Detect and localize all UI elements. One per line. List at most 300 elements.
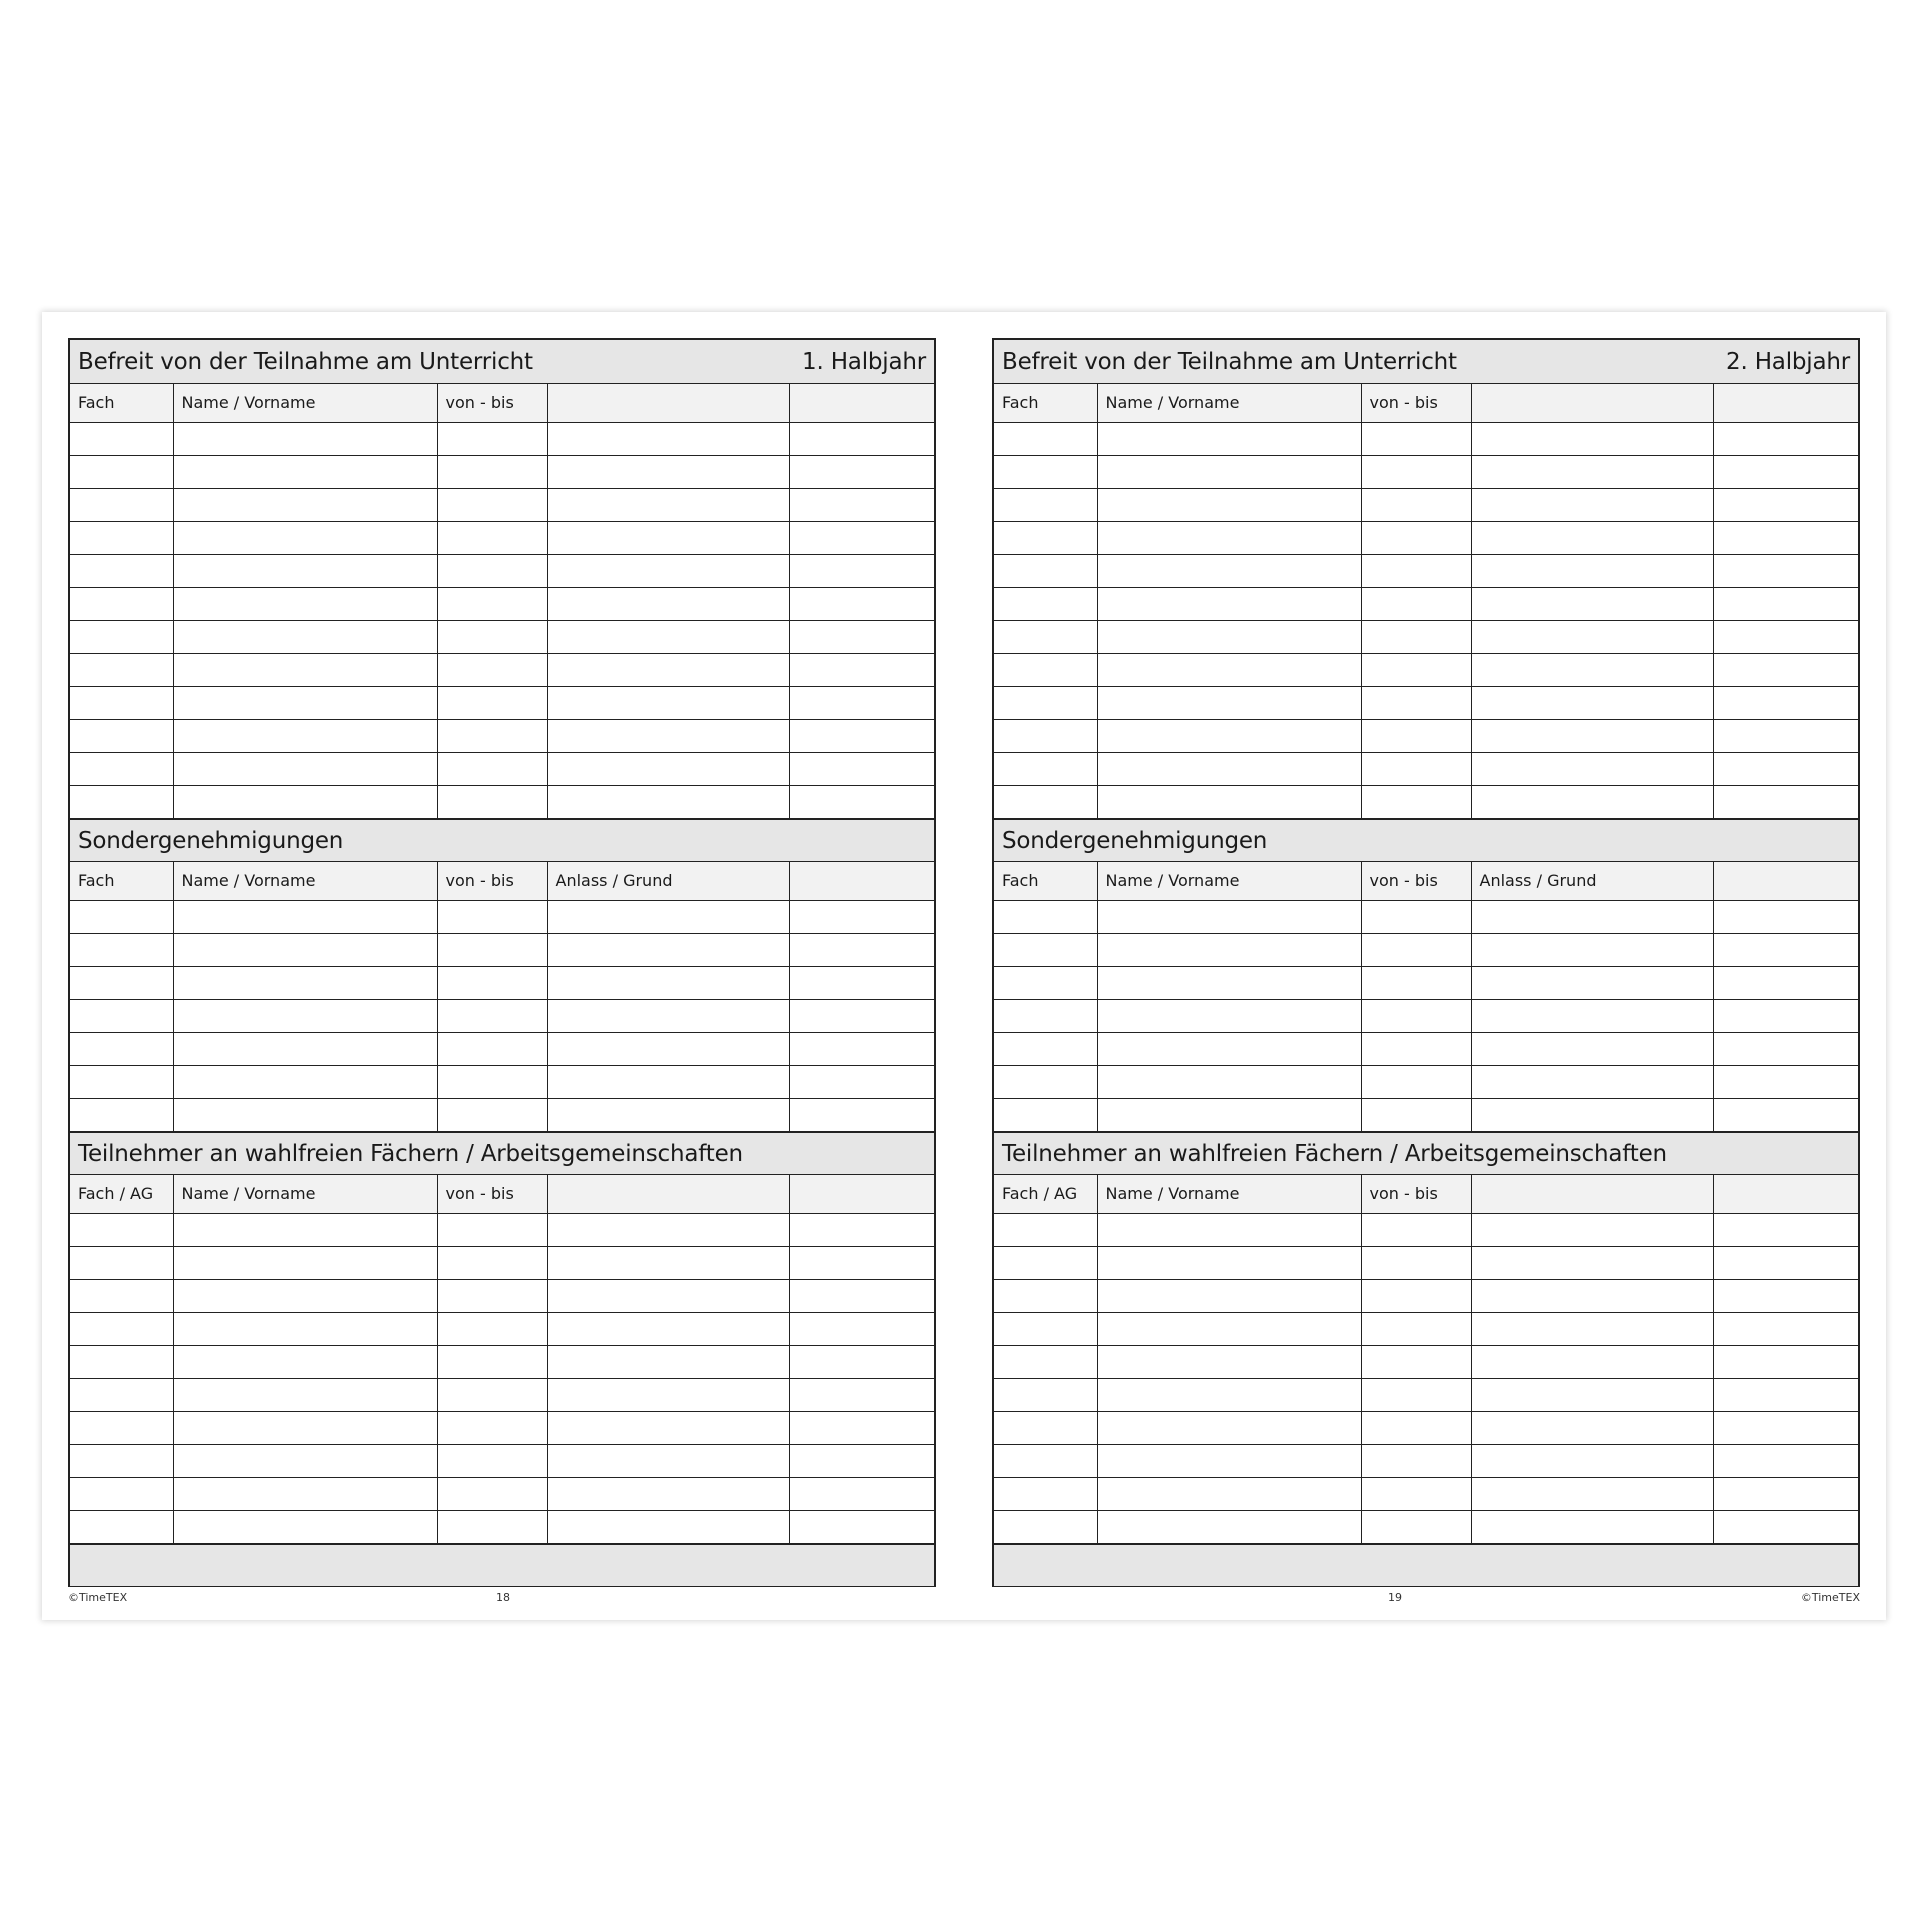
entry-cell[interactable] — [70, 933, 173, 966]
entry-cell[interactable] — [789, 1098, 934, 1131]
entry-cell[interactable] — [1097, 455, 1361, 488]
entry-cell[interactable] — [70, 1279, 173, 1312]
entry-cell[interactable] — [789, 966, 934, 999]
entry-cell[interactable] — [1097, 686, 1361, 719]
entry-cell[interactable] — [173, 1213, 437, 1246]
entry-cell[interactable] — [547, 933, 789, 966]
entry-cell[interactable] — [994, 422, 1097, 455]
entry-cell[interactable] — [437, 1444, 547, 1477]
entry-cell[interactable] — [1361, 488, 1471, 521]
entry-cell[interactable] — [547, 1444, 789, 1477]
entry-cell[interactable] — [1097, 554, 1361, 587]
entry-cell[interactable] — [1471, 422, 1713, 455]
entry-cell[interactable] — [173, 488, 437, 521]
entry-cell[interactable] — [70, 1098, 173, 1131]
entry-cell[interactable] — [70, 752, 173, 785]
entry-cell[interactable] — [1361, 554, 1471, 587]
entry-cell[interactable] — [1097, 521, 1361, 554]
entry-cell[interactable] — [1713, 521, 1858, 554]
entry-cell[interactable] — [1097, 1477, 1361, 1510]
entry-cell[interactable] — [547, 999, 789, 1032]
entry-cell[interactable] — [70, 785, 173, 818]
entry-cell[interactable] — [789, 1345, 934, 1378]
entry-cell[interactable] — [547, 1378, 789, 1411]
entry-cell[interactable] — [173, 587, 437, 620]
entry-cell[interactable] — [173, 1477, 437, 1510]
entry-cell[interactable] — [547, 1411, 789, 1444]
entry-cell[interactable] — [173, 1312, 437, 1345]
entry-cell[interactable] — [1713, 966, 1858, 999]
entry-cell[interactable] — [437, 1378, 547, 1411]
entry-cell[interactable] — [173, 719, 437, 752]
entry-cell[interactable] — [547, 554, 789, 587]
entry-cell[interactable] — [1471, 933, 1713, 966]
entry-cell[interactable] — [547, 1477, 789, 1510]
entry-cell[interactable] — [994, 933, 1097, 966]
entry-cell[interactable] — [173, 1032, 437, 1065]
entry-cell[interactable] — [1097, 488, 1361, 521]
entry-cell[interactable] — [1097, 752, 1361, 785]
entry-cell[interactable] — [437, 1477, 547, 1510]
entry-cell[interactable] — [1361, 1065, 1471, 1098]
entry-cell[interactable] — [1471, 1477, 1713, 1510]
entry-cell[interactable] — [789, 933, 934, 966]
entry-cell[interactable] — [70, 966, 173, 999]
entry-cell[interactable] — [1713, 933, 1858, 966]
entry-cell[interactable] — [173, 999, 437, 1032]
entry-cell[interactable] — [173, 1378, 437, 1411]
entry-cell[interactable] — [547, 1098, 789, 1131]
entry-cell[interactable] — [437, 455, 547, 488]
entry-cell[interactable] — [789, 1444, 934, 1477]
entry-cell[interactable] — [994, 1279, 1097, 1312]
entry-cell[interactable] — [994, 1345, 1097, 1378]
entry-cell[interactable] — [437, 900, 547, 933]
entry-cell[interactable] — [994, 966, 1097, 999]
entry-cell[interactable] — [437, 1032, 547, 1065]
entry-cell[interactable] — [1097, 1246, 1361, 1279]
entry-cell[interactable] — [547, 587, 789, 620]
entry-cell[interactable] — [437, 1213, 547, 1246]
entry-cell[interactable] — [1361, 1477, 1471, 1510]
entry-cell[interactable] — [70, 554, 173, 587]
entry-cell[interactable] — [1361, 1444, 1471, 1477]
entry-cell[interactable] — [1097, 719, 1361, 752]
entry-cell[interactable] — [1471, 620, 1713, 653]
entry-cell[interactable] — [994, 620, 1097, 653]
entry-cell[interactable] — [437, 521, 547, 554]
entry-cell[interactable] — [994, 1065, 1097, 1098]
entry-cell[interactable] — [70, 1345, 173, 1378]
entry-cell[interactable] — [70, 999, 173, 1032]
entry-cell[interactable] — [1713, 1345, 1858, 1378]
entry-cell[interactable] — [1713, 1378, 1858, 1411]
entry-cell[interactable] — [1361, 521, 1471, 554]
entry-cell[interactable] — [70, 1510, 173, 1543]
entry-cell[interactable] — [994, 554, 1097, 587]
entry-cell[interactable] — [547, 785, 789, 818]
entry-cell[interactable] — [547, 1312, 789, 1345]
entry-cell[interactable] — [1471, 488, 1713, 521]
entry-cell[interactable] — [1471, 785, 1713, 818]
entry-cell[interactable] — [789, 653, 934, 686]
entry-cell[interactable] — [70, 1032, 173, 1065]
entry-cell[interactable] — [994, 1378, 1097, 1411]
entry-cell[interactable] — [1361, 1312, 1471, 1345]
entry-cell[interactable] — [1471, 752, 1713, 785]
section-title-text: Sondergenehmigungen — [78, 827, 344, 854]
entry-cell[interactable] — [173, 521, 437, 554]
entry-cell[interactable] — [1471, 900, 1713, 933]
entry-cell[interactable] — [1713, 900, 1858, 933]
entry-cell[interactable] — [789, 1032, 934, 1065]
entry-cell[interactable] — [547, 422, 789, 455]
entry-cell[interactable] — [547, 686, 789, 719]
entry-cell[interactable] — [994, 488, 1097, 521]
entry-cell[interactable] — [1471, 1065, 1713, 1098]
entry-cell[interactable] — [994, 455, 1097, 488]
entry-cell[interactable] — [437, 1411, 547, 1444]
entry-cell[interactable] — [1713, 999, 1858, 1032]
entry-cell[interactable] — [437, 785, 547, 818]
entry-cell[interactable] — [173, 1279, 437, 1312]
entry-cell[interactable] — [1361, 1246, 1471, 1279]
entry-cell[interactable] — [789, 1477, 934, 1510]
entry-cell[interactable] — [1713, 1510, 1858, 1543]
entry-cell[interactable] — [994, 1246, 1097, 1279]
entry-cell[interactable] — [1361, 653, 1471, 686]
entry-cell[interactable] — [1361, 1279, 1471, 1312]
table-row — [70, 785, 934, 818]
entry-cell[interactable] — [1361, 1345, 1471, 1378]
entry-cell[interactable] — [547, 1213, 789, 1246]
entry-cell[interactable] — [1097, 422, 1361, 455]
entry-cell[interactable] — [70, 1378, 173, 1411]
term-label: 1. Halbjahr — [802, 348, 926, 375]
column-header: Name / Vorname — [173, 862, 437, 900]
entry-cell[interactable] — [1471, 1444, 1713, 1477]
entry-cell[interactable] — [994, 1098, 1097, 1131]
entry-cell[interactable] — [547, 1246, 789, 1279]
entry-cell[interactable] — [1471, 999, 1713, 1032]
entry-cell[interactable] — [437, 422, 547, 455]
entry-cell[interactable] — [437, 620, 547, 653]
entry-cell[interactable] — [1361, 999, 1471, 1032]
entry-cell[interactable] — [789, 587, 934, 620]
entry-cell[interactable] — [70, 455, 173, 488]
entry-cell[interactable] — [437, 554, 547, 587]
entry-cell[interactable] — [1471, 1312, 1713, 1345]
entry-cell[interactable] — [70, 719, 173, 752]
entry-cell[interactable] — [437, 966, 547, 999]
entry-cell[interactable] — [547, 488, 789, 521]
entry-cell[interactable] — [173, 1411, 437, 1444]
entry-cell[interactable] — [70, 686, 173, 719]
entry-cell[interactable] — [789, 1065, 934, 1098]
entry-cell[interactable] — [1713, 719, 1858, 752]
entry-cell[interactable] — [1097, 620, 1361, 653]
entry-cell[interactable] — [173, 933, 437, 966]
entry-cell[interactable] — [70, 488, 173, 521]
entry-cell[interactable] — [173, 455, 437, 488]
entry-cell[interactable] — [437, 1246, 547, 1279]
entry-cell[interactable] — [1471, 1510, 1713, 1543]
entry-cell[interactable] — [437, 999, 547, 1032]
entry-cell[interactable] — [437, 1098, 547, 1131]
entry-cell[interactable] — [1713, 1032, 1858, 1065]
entry-cell[interactable] — [547, 620, 789, 653]
entry-cell[interactable] — [789, 422, 934, 455]
entry-cell[interactable] — [173, 554, 437, 587]
entry-cell[interactable] — [1713, 1444, 1858, 1477]
entry-cell[interactable] — [789, 488, 934, 521]
entry-cell[interactable] — [1713, 686, 1858, 719]
entry-cell[interactable] — [1097, 1510, 1361, 1543]
entry-cell[interactable] — [547, 1510, 789, 1543]
entry-cell[interactable] — [547, 752, 789, 785]
entry-cell[interactable] — [1361, 752, 1471, 785]
entry-cell[interactable] — [70, 1065, 173, 1098]
entry-cell[interactable] — [1713, 1246, 1858, 1279]
entry-cell[interactable] — [1097, 1411, 1361, 1444]
entry-cell[interactable] — [1097, 1279, 1361, 1312]
entry-cell[interactable] — [1713, 455, 1858, 488]
entry-cell[interactable] — [70, 1213, 173, 1246]
entry-cell[interactable] — [1361, 620, 1471, 653]
entry-cell[interactable] — [1471, 1032, 1713, 1065]
entry-cell[interactable] — [70, 1477, 173, 1510]
entry-cell[interactable] — [789, 455, 934, 488]
entry-cell[interactable] — [1713, 1213, 1858, 1246]
entry-cell[interactable] — [547, 1345, 789, 1378]
entry-cell[interactable] — [1361, 933, 1471, 966]
entry-cell[interactable] — [70, 587, 173, 620]
entry-cell[interactable] — [994, 1032, 1097, 1065]
entry-cell[interactable] — [1713, 1477, 1858, 1510]
entry-cell[interactable] — [789, 1510, 934, 1543]
bottom-bar — [70, 1543, 934, 1586]
entry-cell[interactable] — [437, 587, 547, 620]
entry-cell[interactable] — [789, 521, 934, 554]
entry-cell[interactable] — [547, 521, 789, 554]
entry-cell[interactable] — [173, 653, 437, 686]
entry-cell[interactable] — [1713, 1411, 1858, 1444]
entry-cell[interactable] — [547, 653, 789, 686]
entry-cell[interactable] — [1361, 1510, 1471, 1543]
entry-cell[interactable] — [994, 587, 1097, 620]
entry-cell[interactable] — [1097, 653, 1361, 686]
entry-cell[interactable] — [994, 1411, 1097, 1444]
entry-cell[interactable] — [1097, 1098, 1361, 1131]
entry-cell[interactable] — [1361, 1411, 1471, 1444]
entry-cell[interactable] — [547, 900, 789, 933]
entry-cell[interactable] — [437, 1065, 547, 1098]
entry-cell[interactable] — [994, 1510, 1097, 1543]
entry-cell[interactable] — [1471, 686, 1713, 719]
entry-cell[interactable] — [1713, 587, 1858, 620]
entry-cell[interactable] — [1361, 966, 1471, 999]
entry-cell[interactable] — [547, 1065, 789, 1098]
entry-cell[interactable] — [1097, 1378, 1361, 1411]
entry-cell[interactable] — [994, 900, 1097, 933]
entry-cell[interactable] — [1713, 1065, 1858, 1098]
entry-cell[interactable] — [994, 719, 1097, 752]
entry-cell[interactable] — [1097, 587, 1361, 620]
entry-cell[interactable] — [70, 1444, 173, 1477]
entry-cell[interactable] — [437, 752, 547, 785]
entry-cell[interactable] — [1361, 686, 1471, 719]
entry-cell[interactable] — [789, 686, 934, 719]
entry-cell[interactable] — [789, 1213, 934, 1246]
entry-cell[interactable] — [1471, 966, 1713, 999]
entry-cell[interactable] — [173, 752, 437, 785]
entry-cell[interactable] — [1361, 785, 1471, 818]
entry-cell[interactable] — [437, 653, 547, 686]
entry-cell[interactable] — [1471, 1411, 1713, 1444]
entry-cell[interactable] — [70, 1312, 173, 1345]
entry-cell[interactable] — [1361, 719, 1471, 752]
entry-cell[interactable] — [789, 999, 934, 1032]
entry-cell[interactable] — [1361, 1378, 1471, 1411]
entry-cell[interactable] — [437, 488, 547, 521]
entry-cell[interactable] — [994, 1213, 1097, 1246]
entry-cell[interactable] — [1361, 1098, 1471, 1131]
entry-cell[interactable] — [789, 719, 934, 752]
entry-cell[interactable] — [1097, 1444, 1361, 1477]
entry-cell[interactable] — [173, 966, 437, 999]
entry-cell[interactable] — [994, 653, 1097, 686]
entry-cell[interactable] — [1471, 521, 1713, 554]
entry-cell[interactable] — [994, 1444, 1097, 1477]
entry-cell[interactable] — [547, 966, 789, 999]
entry-cell[interactable] — [437, 1279, 547, 1312]
entry-cell[interactable] — [1097, 1312, 1361, 1345]
entry-cell[interactable] — [789, 1411, 934, 1444]
entry-cell[interactable] — [173, 1098, 437, 1131]
entry-cell[interactable] — [1471, 1279, 1713, 1312]
entry-cell[interactable] — [1713, 554, 1858, 587]
entry-cell[interactable] — [173, 422, 437, 455]
entry-cell[interactable] — [1361, 1213, 1471, 1246]
entry-cell[interactable] — [789, 620, 934, 653]
entry-cell[interactable] — [70, 620, 173, 653]
entry-cell[interactable] — [1713, 620, 1858, 653]
entry-cell[interactable] — [994, 785, 1097, 818]
entry-cell[interactable] — [1471, 1378, 1713, 1411]
entry-cell[interactable] — [1713, 1098, 1858, 1131]
entry-cell[interactable] — [1713, 1312, 1858, 1345]
entry-cell[interactable] — [1097, 933, 1361, 966]
entry-cell[interactable] — [173, 1510, 437, 1543]
entry-cell[interactable] — [1361, 1032, 1471, 1065]
entry-cell[interactable] — [173, 686, 437, 719]
entry-cell[interactable] — [437, 933, 547, 966]
entry-cell[interactable] — [789, 1279, 934, 1312]
entry-cell[interactable] — [437, 686, 547, 719]
entry-cell[interactable] — [70, 1246, 173, 1279]
entry-cell[interactable] — [437, 1345, 547, 1378]
entry-cell[interactable] — [547, 1279, 789, 1312]
entry-cell[interactable] — [994, 1477, 1097, 1510]
entry-cell[interactable] — [1713, 422, 1858, 455]
entry-cell[interactable] — [994, 999, 1097, 1032]
entry-cell[interactable] — [70, 900, 173, 933]
entry-cell[interactable] — [1361, 587, 1471, 620]
entry-cell[interactable] — [173, 1444, 437, 1477]
entry-cell[interactable] — [1471, 1345, 1713, 1378]
entry-cell[interactable] — [789, 752, 934, 785]
entry-cell[interactable] — [1097, 966, 1361, 999]
entry-cell[interactable] — [1097, 1213, 1361, 1246]
entry-cell[interactable] — [437, 1312, 547, 1345]
electives-table — [70, 1175, 934, 1543]
entry-cell[interactable] — [789, 554, 934, 587]
entry-cell[interactable] — [437, 1510, 547, 1543]
entry-cell[interactable] — [994, 521, 1097, 554]
entry-cell[interactable] — [789, 1378, 934, 1411]
entry-cell[interactable] — [1471, 653, 1713, 686]
entry-cell[interactable] — [1713, 1279, 1858, 1312]
entry-cell[interactable] — [1361, 900, 1471, 933]
entry-cell[interactable] — [437, 719, 547, 752]
entry-cell[interactable] — [1471, 1213, 1713, 1246]
entry-cell[interactable] — [70, 653, 173, 686]
entry-cell[interactable] — [1097, 1345, 1361, 1378]
entry-cell[interactable] — [789, 1246, 934, 1279]
entry-cell[interactable] — [1471, 1098, 1713, 1131]
entry-cell[interactable] — [547, 455, 789, 488]
entry-cell[interactable] — [173, 1345, 437, 1378]
entry-cell[interactable] — [994, 1312, 1097, 1345]
entry-cell[interactable] — [1471, 587, 1713, 620]
entry-cell[interactable] — [1713, 488, 1858, 521]
entry-cell[interactable] — [70, 422, 173, 455]
entry-cell[interactable] — [789, 1312, 934, 1345]
table-row — [70, 1510, 934, 1543]
column-header: von - bis — [1361, 862, 1471, 900]
entry-cell[interactable] — [1097, 1065, 1361, 1098]
entry-cell[interactable] — [547, 1032, 789, 1065]
entry-cell[interactable] — [1713, 653, 1858, 686]
entry-cell[interactable] — [173, 1065, 437, 1098]
entry-cell[interactable] — [994, 752, 1097, 785]
entry-cell[interactable] — [1471, 455, 1713, 488]
entry-cell[interactable] — [1471, 1246, 1713, 1279]
table-row — [70, 686, 934, 719]
entry-cell[interactable] — [1713, 785, 1858, 818]
entry-cell[interactable] — [547, 719, 789, 752]
entry-cell[interactable] — [1097, 1032, 1361, 1065]
entry-cell[interactable] — [173, 1246, 437, 1279]
entry-cell[interactable] — [789, 900, 934, 933]
entry-cell[interactable] — [1713, 752, 1858, 785]
entry-cell[interactable] — [1097, 999, 1361, 1032]
entry-cell[interactable] — [70, 1411, 173, 1444]
entry-cell[interactable] — [1471, 719, 1713, 752]
entry-cell[interactable] — [70, 521, 173, 554]
entry-cell[interactable] — [994, 686, 1097, 719]
entry-cell[interactable] — [1471, 554, 1713, 587]
entry-cell[interactable] — [1361, 422, 1471, 455]
entry-cell[interactable] — [173, 785, 437, 818]
entry-cell[interactable] — [1361, 455, 1471, 488]
entry-cell[interactable] — [173, 900, 437, 933]
entry-cell[interactable] — [789, 785, 934, 818]
entry-cell[interactable] — [173, 620, 437, 653]
table-header-row — [70, 862, 934, 900]
entry-cell[interactable] — [1097, 785, 1361, 818]
entry-cell[interactable] — [1097, 900, 1361, 933]
